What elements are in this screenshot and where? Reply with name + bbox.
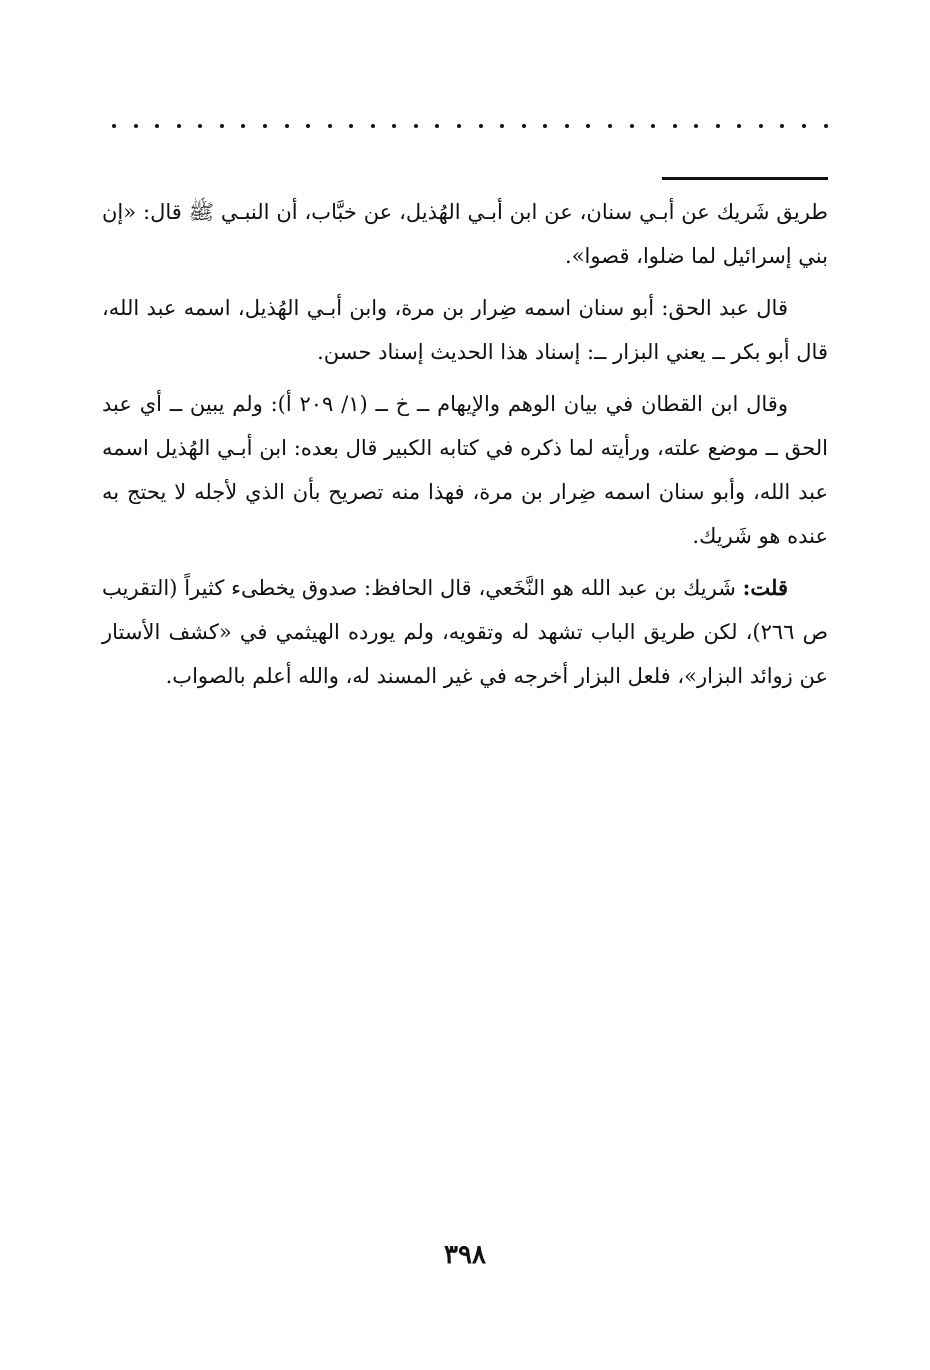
separator-dot	[759, 124, 763, 128]
footnote-paragraph-1: طريق شَريك عن أبـي سنان، عن ابن أبـي الهُذيل، عن خبَّاب، أن النبـي ﷺ قال: «إن بني إسرائيل لما ضلوا، قصوا».	[102, 200, 828, 268]
separator-dot	[694, 124, 698, 128]
separator-dot	[608, 124, 612, 128]
separator-dot	[392, 124, 396, 128]
separator-dot	[716, 124, 720, 128]
separator-dot	[414, 124, 418, 128]
separator-dot	[177, 124, 181, 128]
separator-dot	[155, 124, 159, 128]
separator-dot	[565, 124, 569, 128]
footnote-paragraph-4-body: شَريك بن عبد الله هو النَّخَعي، قال الحافظ: صدوق يخطىء كثيراً (التقريب ص ٢٦٦)، لكن طريق الباب تشهد له وتقويه، ولم يورده الهيثمي في «كشف الأستار عن زوائد البزار»، فلعل البزار أخرجه في غير المسند له، والله أعلم بالصواب.	[102, 576, 828, 688]
separator-dot	[780, 124, 784, 128]
separator-dot	[198, 124, 202, 128]
footnote-paragraph-4	[102, 566, 828, 698]
separator-dot	[479, 124, 483, 128]
separator-dot	[824, 124, 828, 128]
separator-dot	[543, 124, 547, 128]
separator-dot	[349, 124, 353, 128]
footnotes-block	[102, 190, 828, 706]
footnote-lead-word: قلت:	[742, 575, 788, 600]
separator-dot	[263, 124, 267, 128]
separator-dot	[802, 124, 806, 128]
separator-dot	[522, 124, 526, 128]
footnote-paragraph-2: قال عبد الحق: أبو سنان اسمه ضِرار بن مرة، وابن أبـي الهُذيل، اسمه عبد الله، قال أبو بكر ــ يعني البزار ــ: إسناد هذا الحديث إسناد حسن.	[102, 296, 828, 364]
separator-dot	[134, 124, 138, 128]
separator-dot	[285, 124, 289, 128]
footnote-rule	[662, 177, 828, 180]
separator-dot	[371, 124, 375, 128]
separator-dot	[586, 124, 590, 128]
separator-dot	[673, 124, 677, 128]
page-number: ٣٩٨	[444, 1240, 486, 1270]
separator-dot	[500, 124, 504, 128]
separator-dot	[630, 124, 634, 128]
separator-dot	[457, 124, 461, 128]
separator-dot	[306, 124, 310, 128]
separator-dot	[435, 124, 439, 128]
footnote-paragraph-3: وقال ابن القطان في بيان الوهم والإيهام ــ خ ــ (١/ ٢٠٩ أ): ولم يبين ــ أي عبد الحق ــ موضع علته، ورأيته لما ذكره في كتابه الكبير قال بعده: ابن أبـي الهُذيل اسمه عبد الله، وأبو سنان اسمه ضِرار بن مرة، فهذا منه تصريح بأن الذي لأجله لا يحتج به عنده هو شَريك.	[102, 392, 828, 548]
separator-dot	[737, 124, 741, 128]
dotted-separator	[112, 118, 828, 134]
separator-dot	[328, 124, 332, 128]
separator-dot	[220, 124, 224, 128]
separator-dot	[241, 124, 245, 128]
separator-dot	[651, 124, 655, 128]
separator-dot	[112, 124, 116, 128]
